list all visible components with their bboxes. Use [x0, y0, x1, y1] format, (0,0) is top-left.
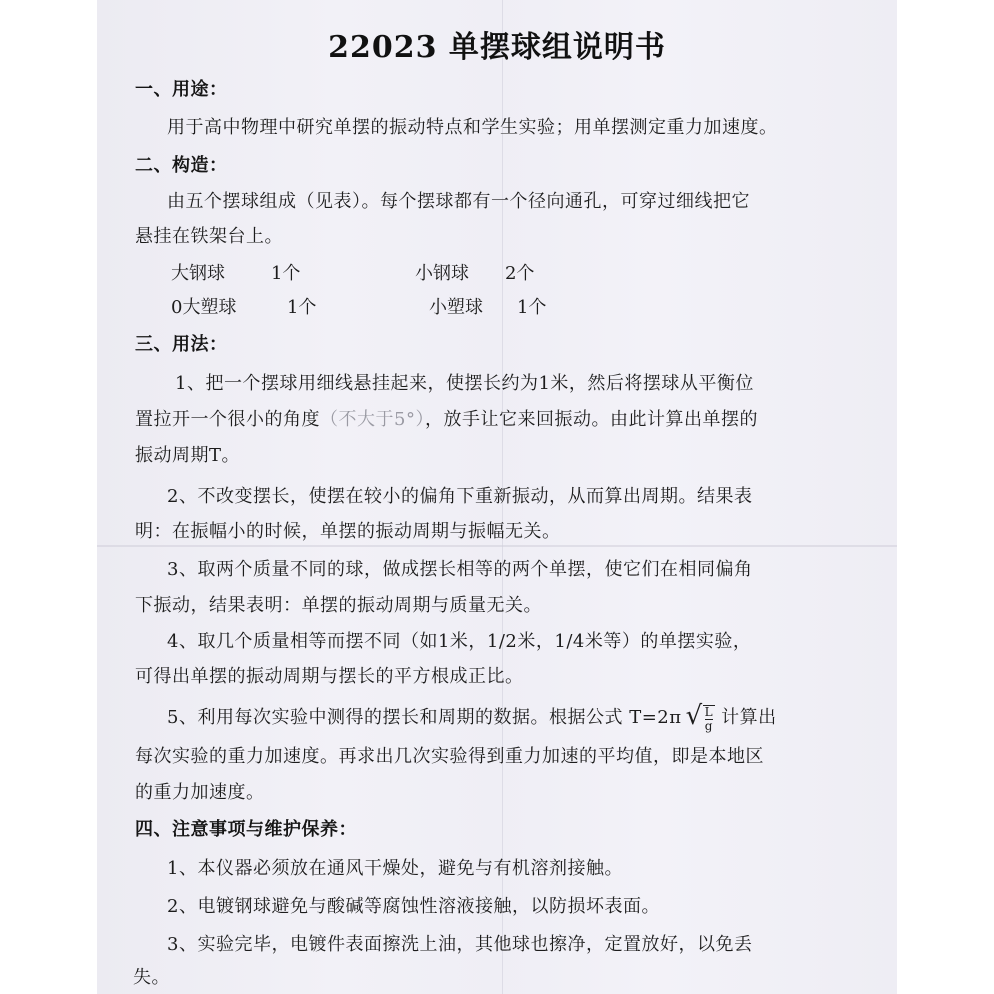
method-5-text-tail: 计算出: [721, 707, 777, 728]
paper-fold-horizontal: [97, 545, 897, 547]
ball-name: 小钢球: [415, 263, 469, 284]
document-title: 22023 单摆球组说明书: [328, 30, 666, 65]
method-5-line-3: 的重力加速度。: [135, 782, 265, 803]
ball-name: 0大塑球: [171, 297, 237, 318]
method-5-text: 5、利用每次实验中测得的摆长和周期的数据。根据公式: [167, 707, 623, 728]
usage-paragraph: 用于高中物理中研究单摆的振动特点和学生实验；用单摆测定重力加速度。: [167, 117, 778, 138]
ball-name: 大钢球: [171, 263, 225, 284]
method-2-line-2: 明：在振幅小的时候，单摆的振动周期与振幅无关。: [135, 521, 561, 542]
formula-lhs: T=2π: [629, 707, 682, 728]
section-heading-usage-method: 三、用法：: [135, 334, 228, 355]
method-4-line-2: 可得出单摆的振动周期与摆长的平方根成正比。: [135, 666, 524, 687]
method-1-line-2: [135, 408, 758, 432]
section-heading-structure: 二、构造：: [135, 155, 228, 176]
formula-numerator: L: [704, 705, 714, 719]
method-1-line-1: 1、把一个摆球用细线悬挂起来，使摆长约为1米，然后将摆球从平衡位: [175, 373, 754, 394]
precaution-2: 2、电镀钢球避免与酸碱等腐蚀性溶液接触，以防损坏表面。: [167, 896, 660, 917]
precaution-1: 1、本仪器必须放在通风干燥处，避免与有机溶剂接触。: [167, 858, 623, 879]
radical-sign: √: [685, 701, 703, 731]
formula-denominator: g: [704, 719, 713, 733]
method-3-line-1: 3、取两个质量不同的球，做成摆长相等的两个单摆，使它们在相同偏角: [167, 559, 753, 580]
document-page: [97, 0, 897, 994]
method-3-line-2: 下振动，结果表明：单摆的振动周期与质量无关。: [135, 595, 542, 616]
method-5-line-2: 每次实验的重力加速度。再求出几次实验得到重力加速的平均值，即是本地区: [135, 746, 764, 767]
method-4-line-1: 4、取几个质量相等而摆不同（如1米，1/2米，1/4米等）的单摆实验，: [167, 631, 752, 652]
ball-qty: 2个: [505, 263, 535, 284]
method-1-line-3: 振动周期T。: [135, 445, 241, 466]
section-heading-precautions: 四、注意事项与维护保养：: [135, 819, 357, 840]
method-1-angle-note: （不大于5°）: [320, 409, 425, 430]
method-2-line-1: 2、不改变摆长，使摆在较小的偏角下重新振动，从而算出周期。结果表: [167, 486, 753, 507]
ball-qty: 1个: [287, 297, 317, 318]
ball-qty: 1个: [271, 263, 301, 284]
method-5-line-1: [167, 703, 777, 733]
ball-qty: 1个: [517, 297, 547, 318]
sqrt-formula: [686, 703, 716, 733]
method-1-text-a: 置拉开一个很小的角度: [135, 409, 320, 430]
method-1-text-b: ，放手让它来回振动。由此计算出单摆的: [424, 409, 758, 430]
precaution-3-line-2: 失。: [133, 967, 170, 988]
precaution-3-line-1: 3、实验完毕，电镀件表面擦洗上油，其他球也擦净，定置放好，以免丢: [167, 934, 753, 955]
structure-paragraph-line-2: 悬挂在铁架台上。: [135, 226, 283, 247]
structure-paragraph-line-1: 由五个摆球组成（见表）。每个摆球都有一个径向通孔，可穿过细线把它: [167, 191, 750, 212]
ball-name: 小塑球: [429, 297, 483, 318]
section-heading-usage: 一、用途：: [135, 79, 228, 100]
